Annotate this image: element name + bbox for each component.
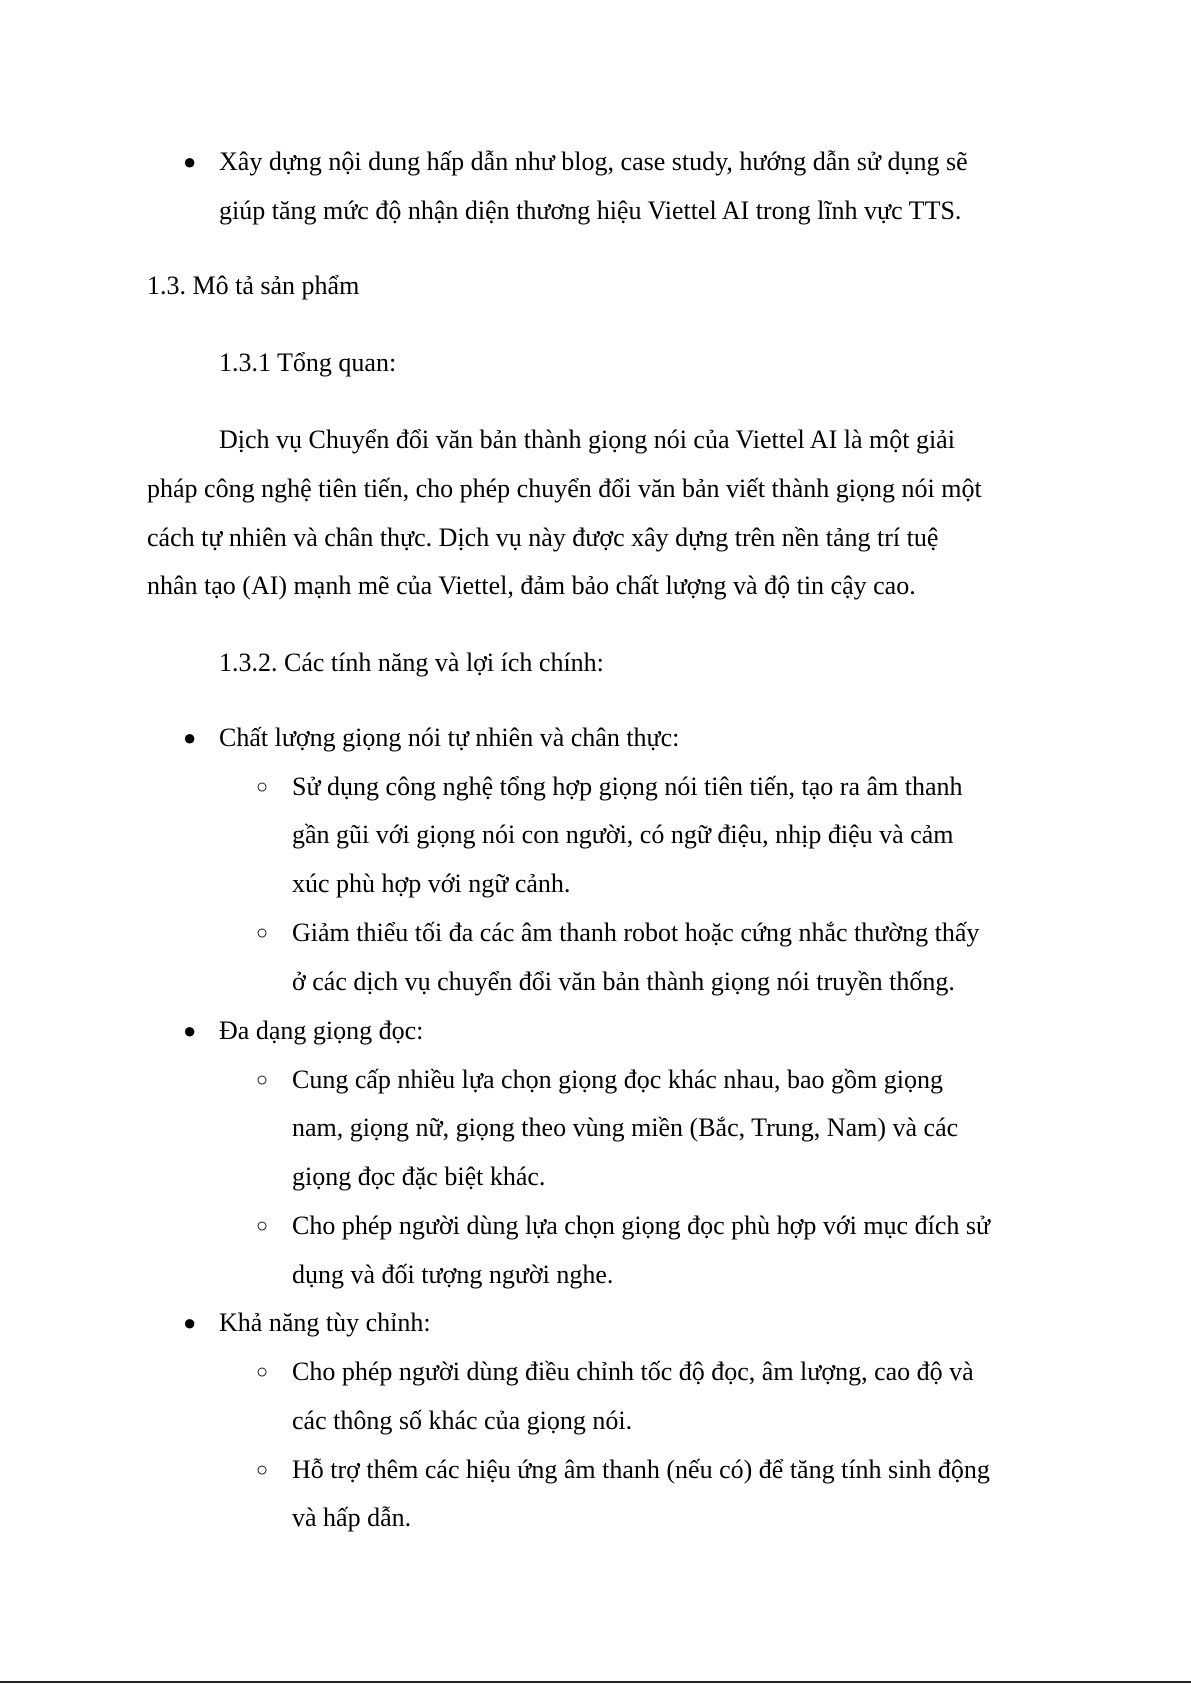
feature-subitem-line: nam, giọng nữ, giọng theo vùng miền (Bắc, Trung, Nam) và các bbox=[292, 1113, 959, 1142]
intro-bullet-line-1: Xây dựng nội dung hấp dẫn như blog, case study, hướng dẫn sử dụng sẽ bbox=[219, 147, 968, 176]
feature-subitem-line: Cung cấp nhiều lựa chọn giọng đọc khác nhau, bao gồm giọng bbox=[292, 1065, 943, 1094]
feature-subitem-line: và hấp dẫn. bbox=[292, 1503, 412, 1532]
bullet-dot-icon: ● bbox=[183, 1018, 197, 1043]
feature-title: Chất lượng giọng nói tự nhiên và chân thực: bbox=[219, 723, 680, 752]
sub-bullet-circle-icon: ○ bbox=[256, 1069, 269, 1091]
bullet-dot-icon: ● bbox=[183, 725, 197, 750]
bullet-dot-icon: ● bbox=[183, 149, 197, 174]
feature-subitem-line: Cho phép người dùng lựa chọn giọng đọc phù hợp với mục đích sử bbox=[292, 1211, 991, 1240]
feature-subitem-line: giọng đọc đặc biệt khác. bbox=[292, 1162, 546, 1191]
sub-bullet-circle-icon: ○ bbox=[256, 1459, 269, 1481]
feature-subitem-line: các thông số khác của giọng nói. bbox=[292, 1406, 633, 1435]
section-heading: 1.3. Mô tả sản phẩm bbox=[147, 271, 360, 300]
feature-subitem-line: ở các dịch vụ chuyển đổi văn bản thành giọng nói truyền thống. bbox=[292, 967, 955, 996]
feature-title: Đa dạng giọng đọc: bbox=[219, 1016, 424, 1045]
sub-bullet-circle-icon: ○ bbox=[256, 776, 269, 798]
feature-subitem-line: Cho phép người dùng điều chỉnh tốc độ đọc, âm lượng, cao độ và bbox=[292, 1357, 974, 1386]
feature-subitem-line: Sử dụng công nghệ tổng hợp giọng nói tiên tiến, tạo ra âm thanh bbox=[292, 772, 963, 801]
sub-bullet-circle-icon: ○ bbox=[256, 1215, 269, 1237]
feature-title: Khả năng tùy chỉnh: bbox=[219, 1308, 431, 1337]
paragraph-line: Dịch vụ Chuyển đổi văn bản thành giọng nói của Viettel AI là một giải bbox=[219, 425, 955, 454]
subsection-heading-features: 1.3.2. Các tính năng và lợi ích chính: bbox=[219, 648, 604, 677]
feature-subitem-line: gần gũi với giọng nói con người, có ngữ điệu, nhịp điệu và cảm bbox=[292, 820, 954, 849]
feature-subitem-line: Giảm thiểu tối đa các âm thanh robot hoặc cứng nhắc thường thấy bbox=[292, 918, 980, 947]
sub-bullet-circle-icon: ○ bbox=[256, 922, 269, 944]
paragraph-line: cách tự nhiên và chân thực. Dịch vụ này được xây dựng trên nền tảng trí tuệ bbox=[147, 523, 939, 552]
paragraph-line: nhân tạo (AI) mạnh mẽ của Viettel, đảm bảo chất lượng và độ tin cậy cao. bbox=[147, 571, 916, 600]
feature-subitem-line: Hỗ trợ thêm các hiệu ứng âm thanh (nếu có) để tăng tính sinh động bbox=[292, 1455, 990, 1484]
feature-subitem-line: xúc phù hợp với ngữ cảnh. bbox=[292, 869, 571, 898]
page-bottom-edge bbox=[0, 1681, 1191, 1683]
subsection-heading-overview: 1.3.1 Tổng quan: bbox=[219, 348, 397, 377]
paragraph-line: pháp công nghệ tiên tiến, cho phép chuyển đổi văn bản viết thành giọng nói một bbox=[147, 474, 982, 503]
intro-bullet-line-2: giúp tăng mức độ nhận diện thương hiệu Viettel AI trong lĩnh vực TTS. bbox=[219, 196, 962, 225]
sub-bullet-circle-icon: ○ bbox=[256, 1361, 269, 1383]
feature-subitem-line: dụng và đối tượng người nghe. bbox=[292, 1260, 614, 1289]
bullet-dot-icon: ● bbox=[183, 1310, 197, 1335]
